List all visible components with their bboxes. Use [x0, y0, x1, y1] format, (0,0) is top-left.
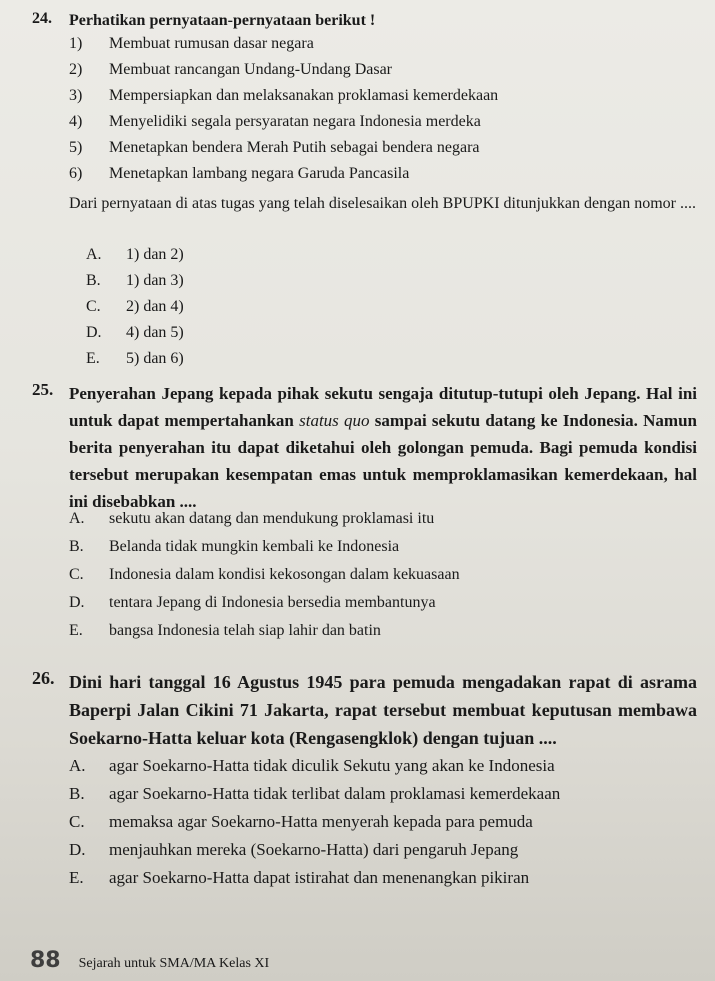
page-footer	[30, 948, 269, 973]
question-number: 26.	[32, 668, 55, 688]
answer-option-d[interactable]: D. tentara Jepang di Indonesia bersedia membantunya	[69, 594, 436, 611]
question-24	[32, 10, 697, 370]
statement-item: 2) Membuat rancangan Undang-Undang Dasar	[69, 61, 393, 78]
answer-option-c[interactable]: C. Indonesia dalam kondisi kekosongan dalam kekuasaan	[69, 566, 460, 583]
answer-option-b[interactable]: B. 1) dan 3)	[86, 272, 184, 289]
answer-option-b[interactable]: B. agar Soekarno-Hatta tidak terlibat dalam proklamasi kemerdekaan	[69, 784, 561, 803]
statement-item: 3) Mempersiapkan dan melaksanakan proklamasi kemerdekaan	[69, 87, 499, 104]
answer-option-d[interactable]: D. menjauhkan mereka (Soekarno-Hatta) dari pengaruh Jepang	[69, 840, 519, 859]
answer-option-e[interactable]: E. bangsa Indonesia telah siap lahir dan batin	[69, 622, 381, 639]
answer-option-c[interactable]: C. 2) dan 4)	[86, 298, 184, 315]
question-26	[32, 668, 697, 908]
answer-option-e[interactable]: E. 5) dan 6)	[86, 350, 184, 367]
question-25	[32, 380, 697, 660]
question-number: 25.	[32, 380, 54, 399]
answer-option-d[interactable]: D. 4) dan 5)	[86, 324, 184, 341]
question-stem: Penyerahan Jepang kepada pihak sekutu sengaja ditutup-tutupi oleh Jepang. Hal ini untuk dapat mempertahankan status quo sampai sekutu datang ke Indonesia. Namun berita penyerahan itu dapat diketahui oleh golongan pemuda. Bagi pemuda kondisi tersebut merupakan kesempatan emas untuk memproklamasikan kemerdekaan, hal ini disebabkan ....	[69, 384, 697, 511]
question-prompt: Perhatikan pernyataan-pernyataan berikut !	[69, 12, 376, 29]
answer-option-c[interactable]: C. memaksa agar Soekarno-Hatta menyerah kepada para pemuda	[69, 812, 533, 831]
answer-option-e[interactable]: E. agar Soekarno-Hatta dapat istirahat dan menenangkan pikiran	[69, 868, 530, 887]
statement-item: 1) Membuat rumusan dasar negara	[69, 35, 314, 52]
answer-option-a[interactable]: A. sekutu akan datang dan mendukung proklamasi itu	[69, 510, 435, 527]
answer-option-a[interactable]: A. agar Soekarno-Hatta tidak diculik Sekutu yang akan ke Indonesia	[69, 756, 555, 775]
book-title: Sejarah untuk SMA/MA Kelas XI	[78, 956, 270, 971]
answer-option-a[interactable]: A. 1) dan 2)	[86, 246, 184, 263]
statement-item: 6) Menetapkan lambang negara Garuda Pancasila	[69, 165, 410, 182]
statement-item: 5) Menetapkan bendera Merah Putih sebagai bendera negara	[69, 139, 480, 156]
question-stem: Dini hari tanggal 16 Agustus 1945 para pemuda mengadakan rapat di asrama Baperpi Jalan Cikini 71 Jakarta, rapat tersebut membuat keputusan membawa Soekarno-Hatta keluar kota (Rengasengklok) dengan tujuan ....	[69, 672, 697, 748]
question-text: Dari pernyataan di atas tugas yang telah diselesaikan oleh BPUPKI ditunjukkan dengan nomor ....	[69, 195, 696, 212]
answer-option-b[interactable]: B. Belanda tidak mungkin kembali ke Indonesia	[69, 538, 400, 555]
question-number: 24.	[32, 10, 52, 27]
page-number: 88	[30, 948, 61, 973]
statement-item: 4) Menyelidiki segala persyaratan negara Indonesia merdeka	[69, 113, 481, 130]
